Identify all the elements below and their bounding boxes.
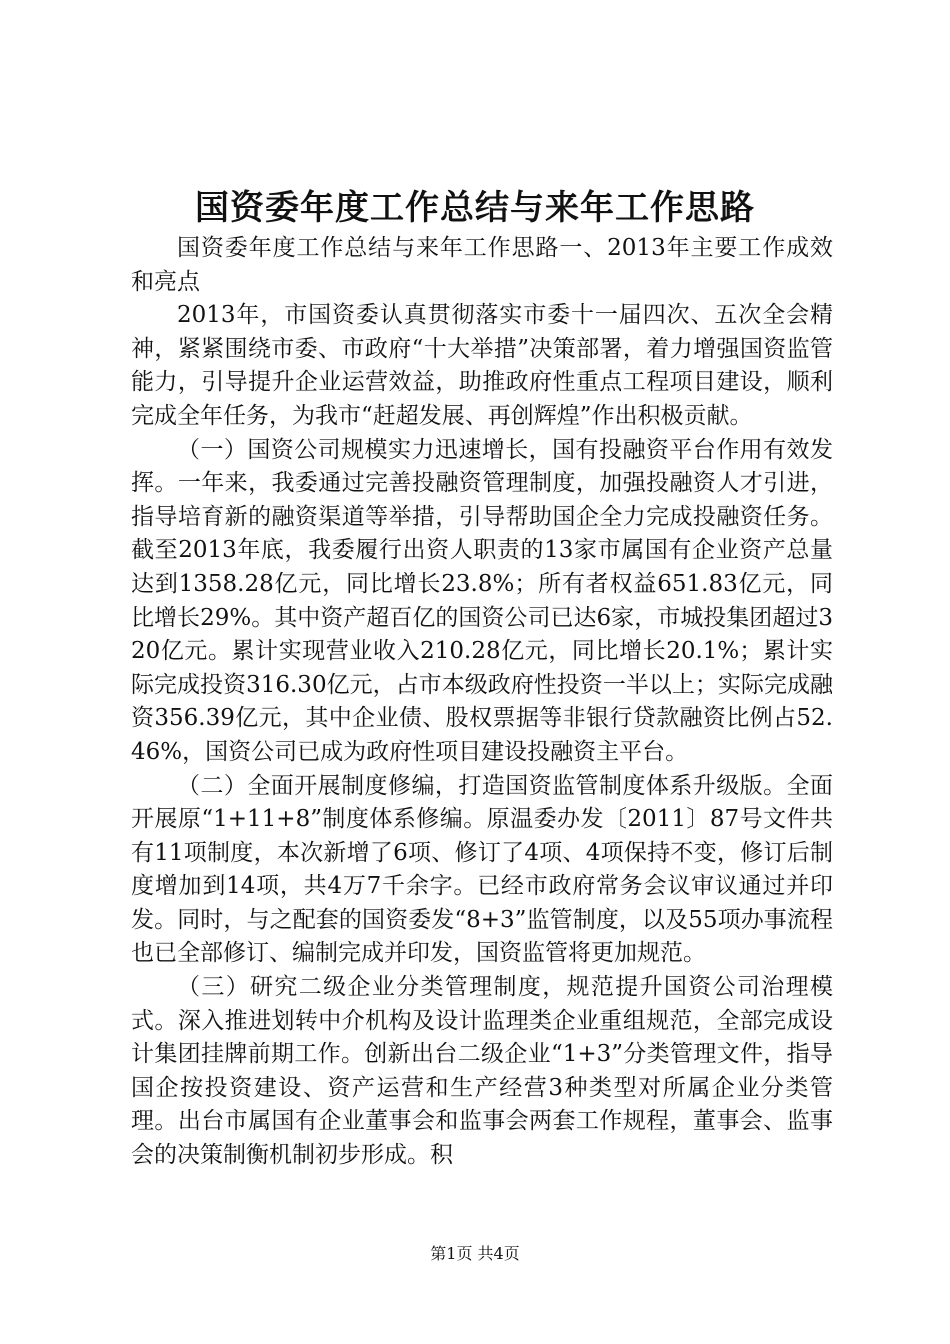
document-body xyxy=(131,232,833,1173)
paragraph-overview: 2013年，市国资委认真贯彻落实市委十一届四次、五次全会精神，紧紧围绕市委、市政府“十大举措”决策部署，着力增强国资监管能力，引导提升企业运营效益，助推政府性重点工程项目建设，顺利完成全年任务，为我市“赶超发展、再创辉煌”作出积极贡献。 xyxy=(131,302,833,429)
paragraph-section-3: （三）研究二级企业分类管理制度，规范提升国资公司治理模式。深入推进划转中介机构及设计监理类企业重组规范，全部完成设计集团挂牌前期工作。创新出台二级企业“1+3”分类管理文件，指导国企按投资建设、资产运营和生产经营3种类型对所属企业分类管理。出台市属国有企业董事会和监事会两套工作规程，董事会、监事会的决策制衡机制初步形成。积 xyxy=(131,974,833,1169)
paragraph-intro: 国资委年度工作总结与来年工作思路一、2013年主要工作成效和亮点 xyxy=(131,235,833,295)
page-number-footer: 第1页 共4页 xyxy=(430,1244,520,1263)
paragraph-section-2: （二）全面开展制度修编，打造国资监管制度体系升级版。全面开展原“1+11+8”制度体系修编。原温委办发〔2011〕87号文件共有11项制度，本次新增了6项、修订了4项、4项保持不变，修订后制度增加到14项，共4万7千余字。已经市政府常务会议审议通过并印发。同时，与之配套的国资委发“8+3”监管制度，以及55项办事流程也已全部修订、编制完成并印发，国资监管将更加规范。 xyxy=(131,772,833,967)
paragraph-section-1: （一）国资公司规模实力迅速增长，国有投融资平台作用有效发挥。一年来，我委通过完善投融资管理制度，加强投融资人才引进，指导培育新的融资渠道等举措，引导帮助国企全力完成投融资任务。截至2013年底，我委履行出资人职责的13家市属国有企业资产总量达到1358.28亿元，同比增长23.8%；所有者权益651.83亿元，同比增长29%。其中资产超百亿的国资公司已达6家，市城投集团超过320亿元。累计实现营业收入210.28亿元，同比增长20.1%；累计实际完成投资316.30亿元，占市本级政府性投资一半以上；实际完成融资356.39亿元，其中企业债、股权票据等非银行贷款融资比例占52.46%，国资公司已成为政府性项目建设投融资主平台。 xyxy=(131,436,833,765)
document-title: 国资委年度工作总结与来年工作思路 xyxy=(195,188,755,228)
